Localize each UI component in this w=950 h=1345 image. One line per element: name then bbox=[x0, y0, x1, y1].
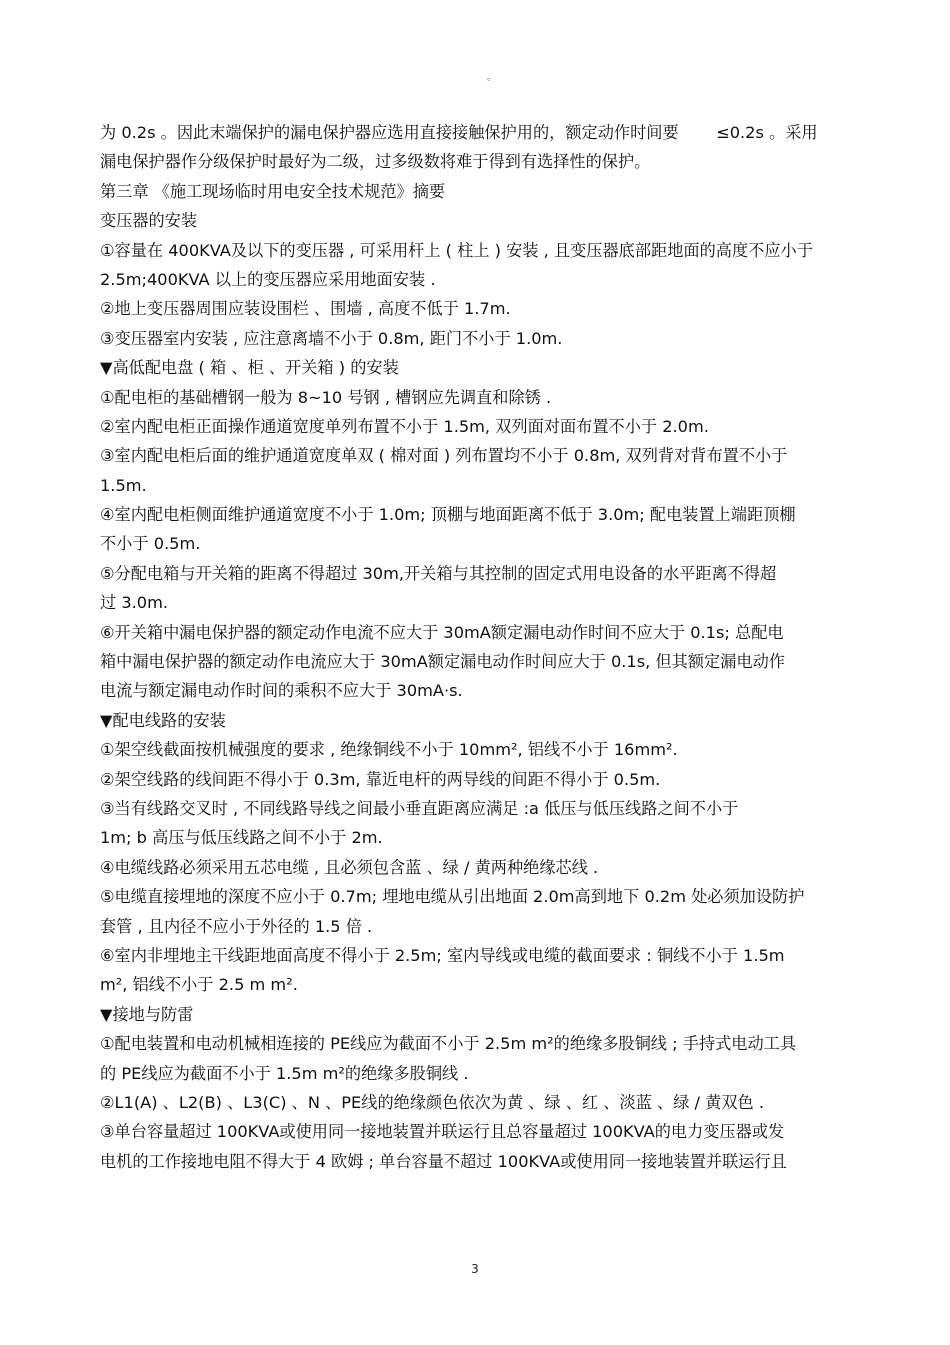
text-line: ④电缆线路必须采用五芯电缆 , 且必须包含蓝 、绿 / 黄两种绝缘芯线 . bbox=[100, 857, 599, 877]
text-line: ⑤分配电箱与开关箱的距离不得超过 30m,开关箱与其控制的固定式用电设备的水平距离不得超 bbox=[100, 563, 777, 583]
text-line: ②L1(A) 、L2(B) 、L3(C) 、N 、PE线的绝缘颜色依次为黄 、绿 、红 、淡蓝 、绿 / 黄双色 . bbox=[100, 1092, 765, 1112]
text-line: ①配电装置和电动机械相连接的 PE线应为截面不小于 2.5m m²的绝缘多股铜线 ; 手持式电动工具 bbox=[100, 1034, 797, 1054]
page-number: 3 bbox=[471, 1262, 479, 1276]
text-line: 箱中漏电保护器的额定动作电流应大于 30mA额定漏电动作时间应大于 0.1s, 但其额定漏电动作 bbox=[100, 652, 785, 672]
header-mark: 。 bbox=[487, 72, 497, 83]
text-line: 的 PE线应为截面不小于 1.5m m²的绝缘多股铜线 . bbox=[100, 1063, 469, 1083]
text-line: ▼配电线路的安装 bbox=[100, 710, 226, 730]
text-line: 电流与额定漏电动作时间的乘积不应大于 30mA·s. bbox=[100, 681, 463, 701]
text-line: 不小于 0.5m. bbox=[100, 534, 201, 554]
text-line: 为 0.2s 。因此末端保护的漏电保护器应选用直接接触保护用的，额定动作时间要 ≤0.2s 。采用 bbox=[100, 123, 818, 142]
text-line: 套管 , 且内径不应小于外径的 1.5 倍 . bbox=[100, 916, 373, 936]
text-line: ⑤电缆直接埋地的深度不应小于 0.7m; 埋地电缆从引出地面 2.0m高到地下 0.2m 处必须加设防护 bbox=[100, 887, 805, 907]
text-line: 过 3.0m. bbox=[100, 593, 168, 613]
text-line: m², 铝线不小于 2.5 m m². bbox=[100, 975, 298, 995]
text-line: 1m; b 高压与低压线路之间不小于 2m. bbox=[100, 828, 383, 848]
text-line: ①架空线截面按机械强度的要求 , 绝缘铜线不小于 10mm², 铝线不小于 16mm². bbox=[100, 740, 678, 760]
text-line: ③变压器室内安装 , 应注意离墙不小于 0.8m, 距门不小于 1.0m. bbox=[100, 328, 563, 348]
text-line: ④室内配电柜侧面维护通道宽度不小于 1.0m; 顶棚与地面距离不低于 3.0m; 配电装置上端距顶棚 bbox=[100, 505, 796, 525]
text-line: 1.5m. bbox=[100, 475, 147, 495]
body-text bbox=[100, 118, 900, 1176]
text-line: ③室内配电柜后面的维护通道宽度单双 ( 棉对面 ) 列布置均不小于 0.8m, 双列背对背布置不小于 bbox=[100, 446, 788, 466]
text-line: 变压器的安装 bbox=[100, 211, 198, 231]
text-line: 电机的工作接地电阻不得大于 4 欧姆 ; 单台容量不超过 100KVA或使用同一接地装置并联运行且 bbox=[100, 1151, 787, 1171]
text-line: ③当有线路交叉时 , 不同线路导线之间最小垂直距离应满足 :a 低压与低压线路之间不小于 bbox=[100, 798, 739, 818]
text-line: ③单台容量超过 100KVA或使用同一接地装置并联运行且总容量超过 100KVA的电力变压器或发 bbox=[100, 1122, 785, 1142]
text-line: ▼接地与防雷 bbox=[100, 1004, 194, 1024]
text-line: ⑥室内非埋地主干线距地面高度不得小于 2.5m; 室内导线或电缆的截面要求 : 铜线不小于 1.5m bbox=[100, 945, 785, 965]
text-line: 第三章 《施工现场临时用电安全技术规范》摘要 bbox=[100, 181, 446, 201]
text-line: 2.5m;400KVA 以上的变压器应采用地面安装 . bbox=[100, 269, 436, 289]
text-line: ①容量在 400KVA及以下的变压器 , 可采用杆上 ( 柱上 ) 安装 , 且变压器底部距地面的高度不应小于 bbox=[100, 240, 813, 260]
text-line: ②室内配电柜正面操作通道宽度单列布置不小于 1.5m, 双列面对面布置不小于 2.0m. bbox=[100, 416, 709, 436]
text-line: ②架空线路的线间距不得小于 0.3m, 靠近电杆的两导线的间距不得小于 0.5m. bbox=[100, 769, 661, 789]
text-line: ①配电柜的基础槽钢一般为 8~10 号钢 , 槽钢应先调直和除锈 . bbox=[100, 387, 552, 407]
text-line: ▼高低配电盘 ( 箱 、柜 、开关箱 ) 的安装 bbox=[100, 358, 399, 378]
text-line: ②地上变压器周围应装设围栏 、围墙 , 高度不低于 1.7m. bbox=[100, 299, 511, 319]
text-line: ⑥开关箱中漏电保护器的额定动作电流不应大于 30mA额定漏电动作时间不应大于 0.1s; 总配电 bbox=[100, 622, 784, 642]
text-line: 漏电保护器作分级保护时最好为二级，过多级数将难于得到有选择性的保护。 bbox=[100, 152, 651, 172]
